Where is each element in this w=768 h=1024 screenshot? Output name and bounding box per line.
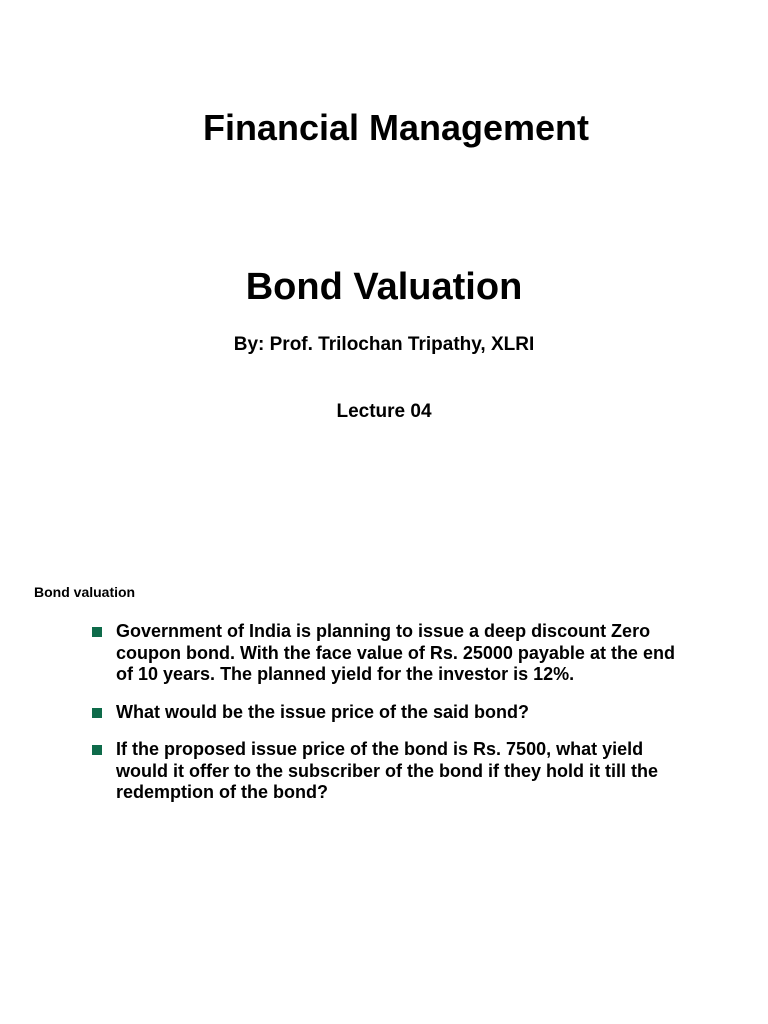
bullet-list: [92, 621, 692, 820]
bullet-item: [92, 702, 692, 724]
content-slide: [0, 560, 768, 1024]
lecture-number: Lecture 04: [336, 401, 432, 422]
square-bullet-icon: [92, 708, 102, 718]
presentation-title: Financial Management: [202, 107, 590, 148]
bullet-text: If the proposed issue price of the bond is Rs. 7500, what yield would it offer to the subscriber of the bond if they hold it till the redemption of the bond?: [116, 739, 658, 802]
bullet-item: [92, 621, 692, 686]
bullet-text: Government of India is planning to issue a deep discount Zero coupon bond. With the face value of Rs. 25000 payable at the end of 10 years. The planned yield for the investor is 12%.: [116, 621, 675, 684]
bullet-text: What would be the issue price of the said bond?: [116, 701, 530, 722]
bullet-item: [92, 739, 692, 804]
presentation-subtitle: Bond Valuation: [245, 266, 523, 308]
square-bullet-icon: [92, 745, 102, 755]
square-bullet-icon: [92, 627, 102, 637]
author-line: By: Prof. Trilochan Tripathy, XLRI: [233, 334, 535, 355]
slide-heading: Bond valuation: [34, 584, 136, 600]
